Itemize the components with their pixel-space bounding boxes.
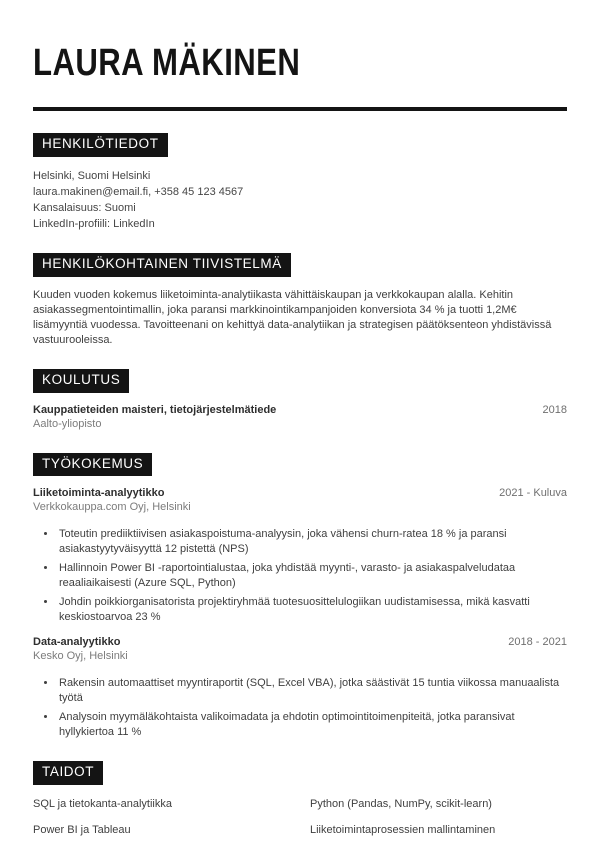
education-entry — [33, 404, 567, 432]
job-entry — [33, 487, 567, 625]
section-title-skills: TAIDOT — [33, 761, 103, 785]
job-role: Liiketoiminta-analyytikko — [33, 487, 165, 500]
education-degree: Kauppatieteiden maisteri, tietojärjestelmätiede — [33, 403, 277, 416]
job-dates: 2018 - 2021 — [508, 636, 567, 649]
education-school: Aalto-yliopisto — [33, 417, 102, 430]
section-title-summary: HENKILÖKOHTAINEN TIIVISTELMÄ — [33, 253, 291, 277]
section-education — [33, 369, 567, 432]
section-skills — [33, 761, 567, 838]
summary-text: Kuuden vuoden kokemus liiketoiminta-analytiikasta vähittäiskaupan ja verkkokaupan alalla. Kehitin asiakassegmentointimallin, joka paransi markkinointikampanjoiden konversiota 34 % ja tuotti 1,2M€ lisämyyntiä vuodessa. Tavoitteenani on kehittyä data-analytiikan ja strategisen päätöksenteon yhdistävissä vastuurooleissa. — [33, 288, 552, 346]
skill-item: SQL ja tietokanta-analytiikka — [33, 798, 172, 811]
job-bullet: • Toteutin prediiktiivisen asiakaspoistuma-analyysin, joka vähensi churn-ratea 18 % ja paransi asiakastyytyväisyyttä 12 pistettä (NPS) — [57, 527, 567, 557]
header-divider — [33, 107, 567, 111]
job-company: Verkkokauppa.com Oyj, Helsinki — [33, 501, 191, 514]
job-bullet: • Analysoin myymäläkohtaista valikoimadata ja ehdotin optimointitoimenpiteitä, jotka paransivat hyllykiertoa 11 % — [57, 710, 567, 740]
job-bullet: • Hallinnoin Power BI -raportointialustaa, joka yhdistää myynti-, varasto- ja asiakaspalveludataa reaaliaikaisesti (Azure SQL, Python) — [57, 561, 567, 591]
job-bullet-list — [57, 527, 567, 625]
job-role: Data-analyytikko — [33, 636, 121, 649]
job-bullet: • Rakensin automaattiset myyntiraportit (SQL, Excel VBA), jotka säästivät 15 tuntia viikossa manuaalista työtä — [57, 676, 567, 706]
job-bullet: • Johdin poikkiorganisatorista projektiryhmää tuotesuosittelulogiikan uudistamisessa, mikä kasvatti keskiostoarvoa 23 % — [57, 595, 567, 625]
section-title-experience: TYÖKOKEMUS — [33, 453, 152, 477]
job-dates: 2021 - Kuluva — [499, 487, 567, 500]
skill-item: Python (Pandas, NumPy, scikit-learn) — [310, 798, 492, 811]
job-entry — [33, 636, 567, 740]
education-year: 2018 — [542, 403, 567, 416]
contact-nationality: Kansalaisuus: Suomi — [33, 201, 136, 214]
contact-email-phone: laura.makinen@email.fi, +358 45 123 4567 — [33, 185, 244, 198]
contact-linkedin: LinkedIn-profiili: LinkedIn — [33, 217, 155, 230]
section-experience — [33, 453, 567, 741]
section-summary — [33, 253, 567, 348]
person-name: LAURA MÄKINEN — [33, 42, 301, 84]
skills-grid — [33, 797, 567, 838]
section-title-personal: HENKILÖTIEDOT — [33, 133, 168, 157]
contact-location: Helsinki, Suomi Helsinki — [33, 169, 151, 182]
section-title-education: KOULUTUS — [33, 369, 129, 393]
job-company: Kesko Oyj, Helsinki — [33, 650, 128, 663]
job-bullet-list — [57, 676, 567, 740]
skill-item: Power BI ja Tableau — [33, 824, 131, 837]
section-personal-info — [33, 133, 567, 232]
skill-item: Liiketoimintaprosessien mallintaminen — [310, 824, 496, 837]
contact-block — [33, 168, 567, 232]
